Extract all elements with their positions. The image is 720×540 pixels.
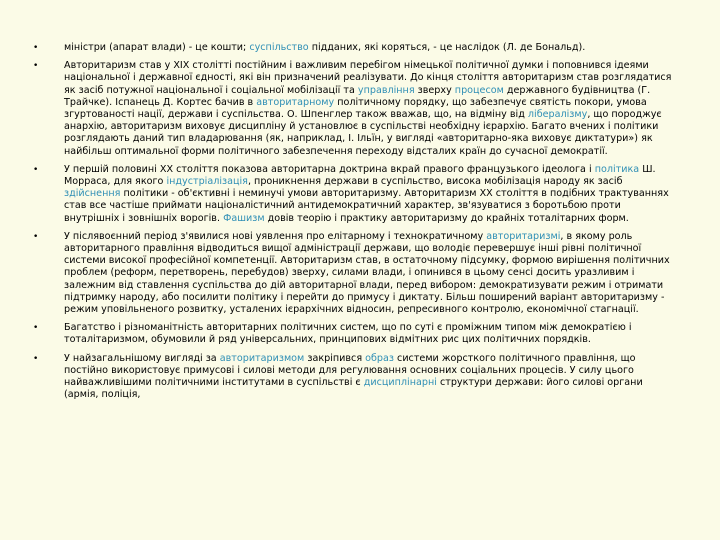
paragraph-text: , в якому роль авторитарного правління відводиться вищої адміністрації держави, що володіє перевершує інші рівні політичної системи високої професійної компетенції. Авторитаризм став, в остаточному підсумку, формою вирішення політичних проблем (реформ, перетворень, перебудов) зверху, силами влади, і опинився в цьому сенсі досить уразливим і залежним від ставлення суспільства до дій авторитарної влади, перед вибором: демократизувати режим і отримати підтримку народу, або посилити політику і перейти до примусу і диктату. Більш поширений варіант авторитаризму - режим уповільненого розвитку, усталених ієрархічних відносин, репресивного контролю, економічної стагнації. — [64, 230, 670, 316]
paragraph-text: структури держави: його силові органи (армія, поліція, — [64, 377, 643, 401]
keyword-link[interactable]: процесом — [454, 84, 504, 96]
bullet-icon: • — [33, 231, 39, 242]
paragraph-text: системи жорсткого політичного правління, що постійно використовує примусові і силові методи для регулювання основних соціальних процесів. У силу цього найважливішими політичними інститутами в суспільстві є — [64, 352, 636, 389]
keyword-link[interactable]: дисциплінарні — [363, 377, 437, 389]
bullet-icon: • — [33, 353, 39, 364]
keyword-link[interactable]: авторитаризмом — [219, 352, 305, 364]
paragraph-text: довів теорію і практику авторитаризму до крайніх тоталітарних форм. — [264, 212, 629, 224]
paragraph-text: підданих, які коряться, - це наслідок (Л. де Бональд). — [308, 42, 586, 53]
bullet-item-2 — [33, 60, 673, 158]
bullet-item-1 — [33, 42, 673, 54]
paragraph-text: Ш. Морраса, для якого — [64, 163, 656, 188]
paragraph-text: У післявоєнний період з'явилися нові уявлення про елітарному і технократичному — [64, 230, 487, 242]
keyword-link[interactable]: Фашизм — [223, 212, 265, 224]
paragraph-text: закріпився — [304, 352, 366, 364]
paragraph-text: У найзагальнішому вигляді за — [64, 352, 220, 364]
paragraph-text: політичному порядку, що забезпечує святість покори, умова згуртованості нації, держави і суспільства. О. Шпенглер також вважав, що, на відміну від — [64, 96, 647, 121]
keyword-link[interactable]: здійснення — [64, 188, 121, 200]
keyword-link[interactable]: лібералізму — [527, 109, 588, 121]
bullet-icon: • — [33, 61, 39, 72]
paragraph-text: державного будівництва (Г. Трайчке). Іспанець Д. Кортес бачив в — [64, 84, 651, 108]
paragraph-text: Авторитаризм став у XIX столітті постійним і важливим перебігом німецької політичної думки і поповнився ідеями національної і державної єдності, які він призначений реалізувати. До кінця століття авторитаризм став розглядатися як засіб потужної національної і соціальної мобілізації та — [64, 60, 672, 96]
paragraph-text: , що породжує анархію, авторитаризм виховує дисципліну й установлює в суспільстві необхідну ієрархію. Багато вчених і політики розглядають даний тип владарювання (як, наприклад, І. Ільїн, у вигляді «авторитарно-яка виховує диктатури») як найбільш оптимальної форми політичного забезпечення переходу відсталих країн до сучасної демократії. — [64, 109, 662, 157]
bullet-list — [33, 42, 673, 407]
keyword-link[interactable]: управління — [357, 84, 415, 96]
bullet-icon: • — [33, 164, 39, 175]
keyword-link[interactable]: образ — [365, 352, 394, 364]
bullet-icon: • — [33, 323, 39, 334]
keyword-link[interactable]: авторитаризмі — [486, 230, 561, 242]
keyword-link[interactable]: політика — [594, 163, 640, 175]
bullet-item-3 — [33, 164, 673, 225]
paragraph-text: , проникнення держави в суспільство, висока мобілізація народу як засіб — [247, 176, 623, 188]
paragraph-text: політики - об'єктивні і неминучі умови авторитаризму. Авторитаризм ХХ століття в подібних трактуваннях став все частіше приймати націоналістичний антидемократичний характер, зв'язуватися з боротьбою проти внутрішніх і зовнішніх ворогів. — [64, 188, 669, 224]
bullet-item-6 — [33, 353, 673, 402]
paragraph-text: зверху — [414, 84, 455, 96]
paragraph-text: міністри (апарат влади) - це кошти; — [64, 42, 250, 53]
keyword-link[interactable]: суспільство — [249, 42, 309, 53]
keyword-link[interactable]: авторитарному — [256, 96, 335, 108]
bullet-icon: • — [33, 43, 39, 53]
keyword-link[interactable]: індустріалізація — [166, 176, 248, 188]
bullet-item-4 — [33, 231, 673, 316]
paragraph-text: Багатство і різноманітність авторитарних політичних систем, що по суті є проміжним типом між демократією і тоталітаризмом, обумовили й ряд універсальних, принципових відмітних рис цих політичних порядків. — [64, 322, 632, 346]
paragraph-text: У першій половині ХХ століття показова авторитарна доктрина вкрай правого французького ідеолога і — [64, 163, 595, 175]
bullet-item-5 — [33, 322, 673, 346]
